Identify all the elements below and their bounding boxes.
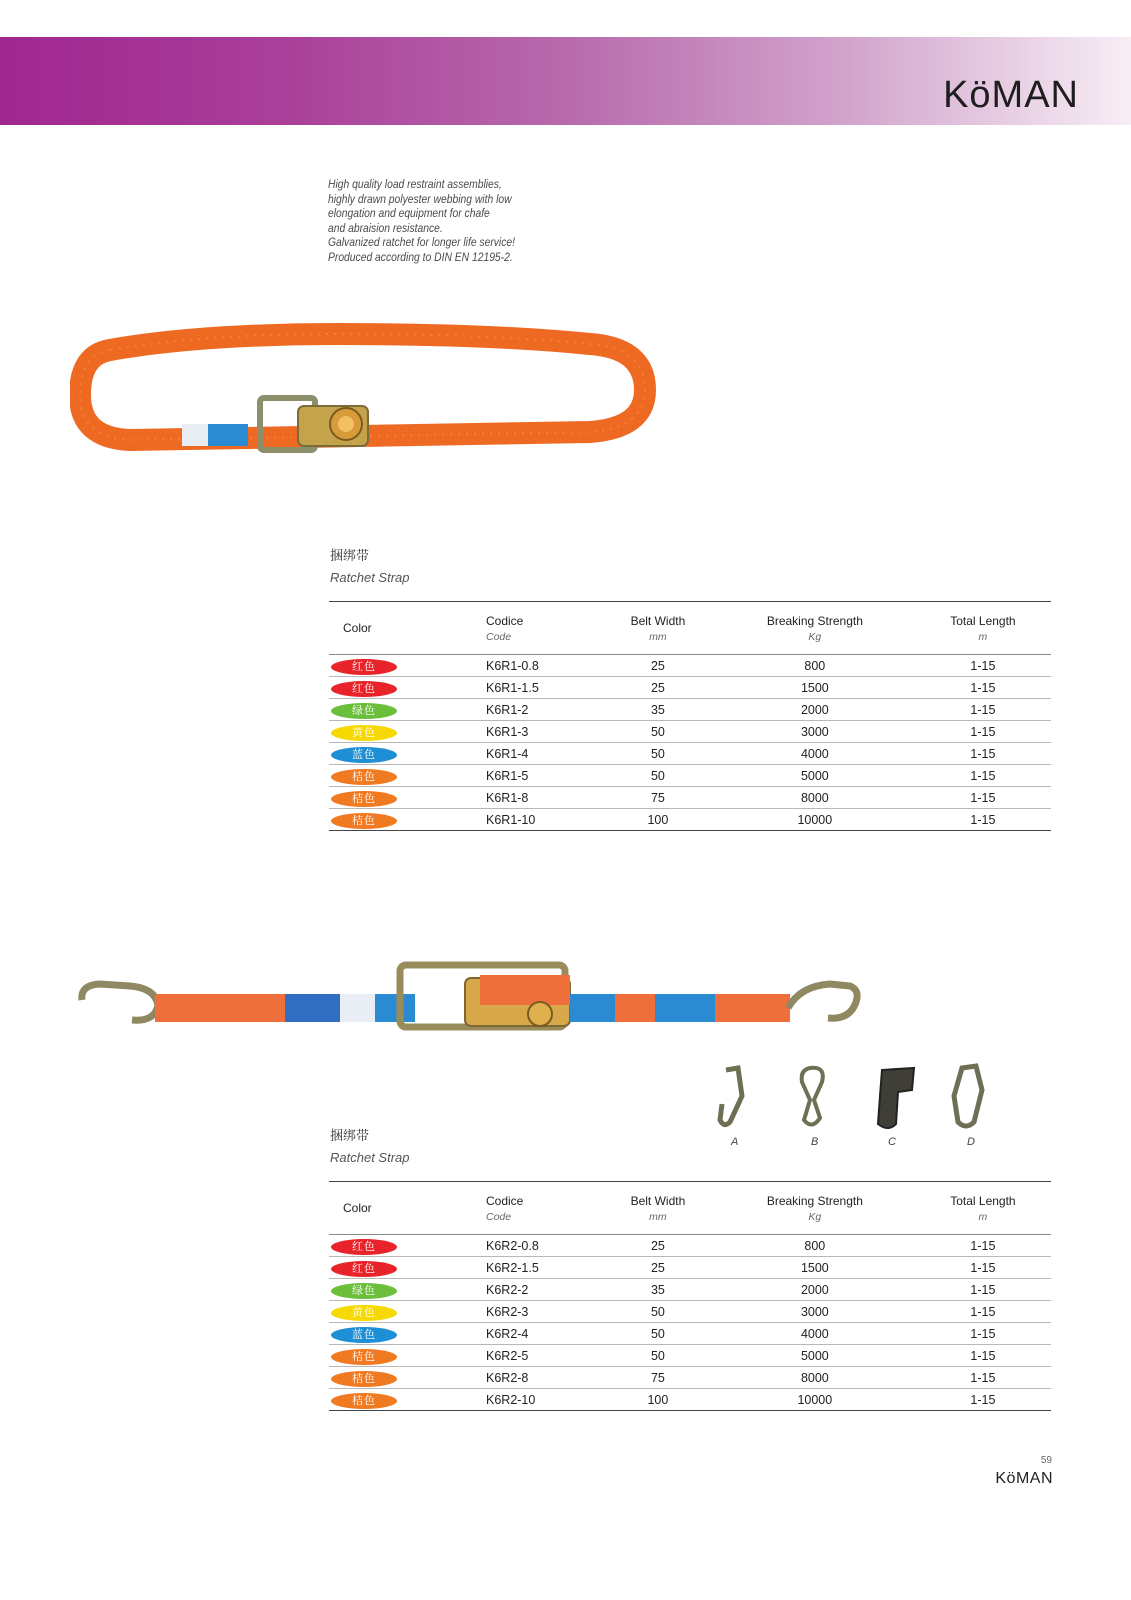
color-swatch: 红色: [331, 1239, 397, 1255]
description-line: highly drawn polyester webbing with low: [328, 191, 512, 206]
table-header-row: [329, 602, 1051, 655]
cell-breaking-strength: 5000: [800, 768, 829, 783]
section-title-en: Ratchet Strap: [330, 1150, 410, 1165]
cell-color: [329, 1345, 468, 1367]
hook-types: [700, 1060, 1010, 1150]
spec-table-2: [329, 1181, 1051, 1411]
cell-breaking-strength: 4000: [800, 1326, 829, 1341]
spec-table-1: [329, 601, 1051, 831]
cell-breaking-strength: 10000: [797, 1392, 833, 1407]
section-title-zh: 捆绑带: [330, 1128, 370, 1143]
color-swatch: 桔色: [331, 769, 397, 785]
color-swatch: 桔色: [331, 1371, 397, 1387]
cell-total-length: 1-15: [970, 1282, 996, 1297]
color-swatch: 黄色: [331, 1305, 397, 1321]
table-row: [329, 655, 1051, 677]
cell-code: K6R2-4: [486, 1326, 529, 1341]
cell-total-length: 1-15: [970, 1348, 996, 1363]
color-swatch: 红色: [331, 659, 397, 675]
color-swatch: 桔色: [331, 1393, 397, 1409]
cell-code: K6R1-2: [486, 702, 529, 717]
cell-total-length: 1-15: [970, 1392, 996, 1407]
table-header-row: [329, 1182, 1051, 1235]
description-line: Produced according to DIN EN 12195-2.: [328, 249, 513, 264]
spec-table-1-body: [329, 655, 1051, 831]
color-swatch: 蓝色: [331, 747, 397, 763]
cell-breaking-strength: 5000: [800, 1348, 829, 1363]
cell-breaking-strength: 3000: [800, 1304, 829, 1319]
cell-color: [329, 743, 468, 765]
cell-belt-width: 50: [650, 1326, 665, 1341]
table-row: [329, 743, 1051, 765]
hook-label-c: C: [888, 1136, 896, 1148]
cell-breaking-strength: 800: [804, 658, 826, 673]
cell-color: [329, 677, 468, 699]
hook-a-icon: [720, 1068, 742, 1125]
cell-breaking-strength: 1500: [800, 1260, 829, 1275]
cell-code: K6R2-10: [486, 1392, 536, 1407]
color-swatch: 绿色: [331, 1283, 397, 1299]
header-total-length: Total Length m: [950, 1193, 1016, 1223]
brand-logo: KöMAN: [943, 74, 1079, 116]
table-row: [329, 1301, 1051, 1323]
cell-color: [329, 721, 468, 743]
table-row: [329, 787, 1051, 809]
header-breaking-strength: Breaking Strength Kg: [766, 1193, 863, 1223]
description-line: elongation and equipment for chafe: [328, 206, 490, 221]
header-color: Color: [343, 621, 372, 635]
table-row: [329, 677, 1051, 699]
color-swatch: 桔色: [331, 813, 397, 829]
cell-belt-width: 75: [650, 1370, 665, 1385]
table-row: [329, 1389, 1051, 1411]
spec-table-2-body: [329, 1235, 1051, 1411]
cell-code: K6R1-3: [486, 724, 529, 739]
cell-breaking-strength: 4000: [800, 746, 829, 761]
table-row: [329, 1345, 1051, 1367]
cell-belt-width: 25: [650, 680, 665, 695]
cell-total-length: 1-15: [970, 790, 996, 805]
section1-title: [330, 545, 410, 585]
page-number: 59: [1040, 1455, 1052, 1466]
section-title-zh: 捆绑带: [330, 548, 370, 563]
header-belt-width: Belt Width mm: [630, 613, 686, 643]
cell-code: K6R1-4: [486, 746, 529, 761]
ratchet-strap-with-hooks-image: [70, 950, 870, 1050]
cell-color: [329, 765, 468, 787]
hook-b-icon: [802, 1068, 823, 1125]
section-title-en: Ratchet Strap: [330, 570, 410, 585]
cell-breaking-strength: 1500: [800, 680, 829, 695]
cell-total-length: 1-15: [970, 702, 996, 717]
cell-code: K6R2-1.5: [486, 1260, 539, 1275]
cell-code: K6R2-0.8: [486, 1238, 539, 1253]
cell-belt-width: 100: [647, 812, 669, 827]
table-row: [329, 1367, 1051, 1389]
cell-color: [329, 809, 468, 831]
table-row: [329, 721, 1051, 743]
cell-total-length: 1-15: [970, 658, 996, 673]
cell-belt-width: 50: [650, 1348, 665, 1363]
cell-code: K6R2-2: [486, 1282, 529, 1297]
cell-code: K6R1-1.5: [486, 680, 539, 695]
cell-belt-width: 50: [650, 746, 665, 761]
cell-total-length: 1-15: [970, 1304, 996, 1319]
header-code: Codice Code: [486, 613, 524, 643]
cell-breaking-strength: 2000: [800, 702, 829, 717]
color-swatch: 绿色: [331, 703, 397, 719]
cell-belt-width: 50: [650, 724, 665, 739]
cell-total-length: 1-15: [970, 1326, 996, 1341]
cell-breaking-strength: 2000: [800, 1282, 829, 1297]
hook-label-a: A: [731, 1136, 739, 1148]
color-swatch: 桔色: [331, 1349, 397, 1365]
cell-belt-width: 50: [650, 768, 665, 783]
cell-total-length: 1-15: [970, 746, 996, 761]
cell-color: [329, 1279, 468, 1301]
header-breaking-strength: Breaking Strength Kg: [766, 613, 863, 643]
table-row: [329, 1257, 1051, 1279]
header-code: Codice Code: [486, 1193, 524, 1223]
cell-breaking-strength: 8000: [800, 790, 829, 805]
cell-belt-width: 50: [650, 1304, 665, 1319]
table-row: [329, 1323, 1051, 1345]
hook-label-b: B: [811, 1136, 819, 1148]
color-swatch: 红色: [331, 681, 397, 697]
cell-belt-width: 25: [650, 1238, 665, 1253]
cell-color: [329, 1389, 468, 1411]
hook-label-d: D: [967, 1136, 975, 1148]
cell-color: [329, 655, 468, 677]
cell-color: [329, 1323, 468, 1345]
cell-total-length: 1-15: [970, 680, 996, 695]
color-swatch: 蓝色: [331, 1327, 397, 1343]
hook-d-icon: [954, 1066, 982, 1126]
header-color: Color: [343, 1201, 372, 1215]
description-line: and abraision resistance.: [328, 220, 443, 235]
cell-total-length: 1-15: [970, 812, 996, 827]
footer-brand-logo: KöMAN: [995, 1470, 1053, 1487]
cell-breaking-strength: 10000: [797, 812, 833, 827]
color-swatch: 红色: [331, 1261, 397, 1277]
cell-code: K6R1-5: [486, 768, 529, 783]
header-total-length: Total Length m: [950, 613, 1016, 643]
cell-total-length: 1-15: [970, 1370, 996, 1385]
cell-breaking-strength: 3000: [800, 724, 829, 739]
cell-code: K6R2-3: [486, 1304, 529, 1319]
description-line: Galvanized ratchet for longer life service!: [328, 235, 515, 250]
cell-code: K6R1-10: [486, 812, 536, 827]
table-row: [329, 699, 1051, 721]
product-description: [328, 177, 534, 265]
table-row: [329, 1235, 1051, 1257]
cell-belt-width: 75: [650, 790, 665, 805]
description-line: High quality load restraint assemblies,: [328, 177, 502, 191]
header-belt-width: Belt Width mm: [630, 1193, 686, 1223]
cell-belt-width: 25: [650, 658, 665, 673]
cell-code: K6R2-5: [486, 1348, 529, 1363]
cell-code: K6R2-8: [486, 1370, 529, 1385]
endless-ratchet-strap-image: [70, 320, 660, 470]
cell-total-length: 1-15: [970, 768, 996, 783]
hook-illustrations: [700, 1060, 1010, 1140]
cell-belt-width: 25: [650, 1260, 665, 1275]
table-row: [329, 809, 1051, 831]
cell-color: [329, 1235, 468, 1257]
cell-color: [329, 699, 468, 721]
section2-title: [330, 1125, 410, 1165]
cell-total-length: 1-15: [970, 724, 996, 739]
cell-code: K6R1-8: [486, 790, 529, 805]
cell-color: [329, 787, 468, 809]
color-swatch: 黄色: [331, 725, 397, 741]
cell-color: [329, 1301, 468, 1323]
cell-breaking-strength: 8000: [800, 1370, 829, 1385]
cell-total-length: 1-15: [970, 1260, 996, 1275]
cell-belt-width: 35: [650, 702, 665, 717]
color-swatch: 桔色: [331, 791, 397, 807]
hook-c-icon: [878, 1068, 914, 1128]
cell-total-length: 1-15: [970, 1238, 996, 1253]
cell-color: [329, 1257, 468, 1279]
cell-belt-width: 100: [647, 1392, 669, 1407]
cell-color: [329, 1367, 468, 1389]
table-row: [329, 1279, 1051, 1301]
cell-breaking-strength: 800: [804, 1238, 826, 1253]
table-row: [329, 765, 1051, 787]
cell-belt-width: 35: [650, 1282, 665, 1297]
cell-code: K6R1-0.8: [486, 658, 539, 673]
